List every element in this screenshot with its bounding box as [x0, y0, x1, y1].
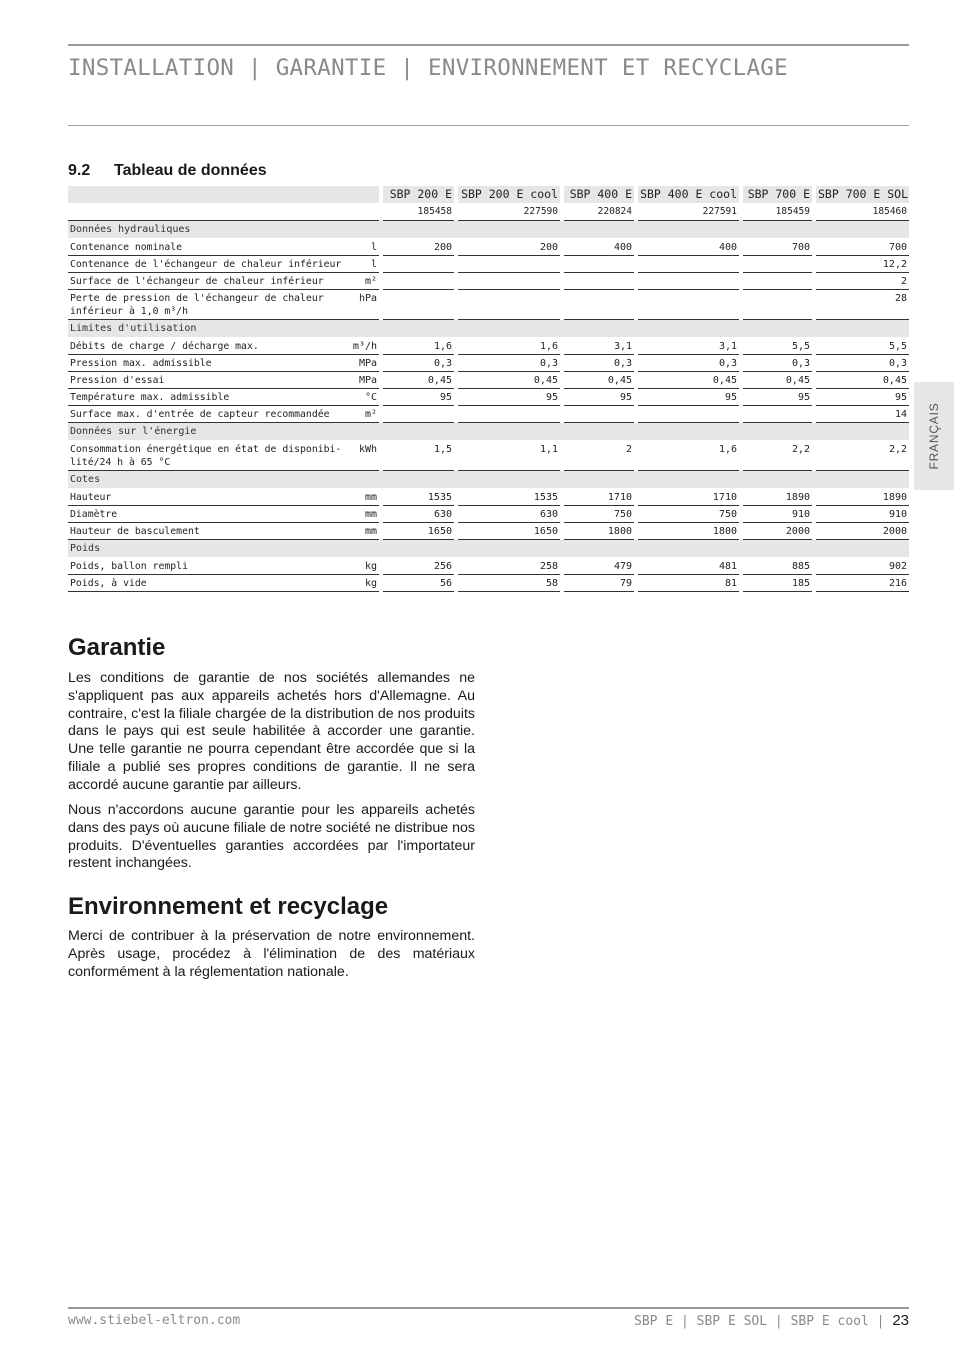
section-number: 9.2 — [68, 162, 91, 179]
row-value: 1535 — [383, 489, 454, 506]
page-number: 23 — [892, 1312, 909, 1329]
row-label: Débits de charge / décharge max. — [68, 338, 348, 355]
row-value: 630 — [458, 506, 560, 523]
row-value: 95 — [564, 389, 634, 406]
model-header: SBP 400 E — [564, 186, 634, 204]
row-value — [638, 273, 739, 290]
row-value: 258 — [458, 558, 560, 575]
header-bottom-rule — [68, 125, 909, 126]
article-number: 220824 — [564, 204, 634, 221]
row-unit: MPa — [348, 355, 379, 372]
row-value: 2000 — [743, 523, 812, 540]
row-value: 1800 — [638, 523, 739, 540]
row-value: 0,45 — [743, 372, 812, 389]
row-value: 200 — [458, 239, 560, 256]
row-value: 481 — [638, 558, 739, 575]
table-row — [68, 558, 909, 575]
row-value: 2 — [816, 273, 909, 290]
table-row — [68, 389, 909, 406]
row-value: 95 — [743, 389, 812, 406]
row-value: 0,45 — [638, 372, 739, 389]
row-value: 1650 — [458, 523, 560, 540]
row-value: 479 — [564, 558, 634, 575]
row-unit: °C — [348, 389, 379, 406]
article-number: 227591 — [638, 204, 739, 221]
row-value — [638, 406, 739, 423]
row-value: 750 — [638, 506, 739, 523]
row-label: Contenance de l'échangeur de chaleur inférieur — [68, 256, 348, 273]
row-value: 630 — [383, 506, 454, 523]
group-title: Données sur l'énergie — [68, 423, 909, 441]
row-unit: m² — [348, 406, 379, 423]
row-value: 1,1 — [458, 441, 560, 471]
row-value: 95 — [458, 389, 560, 406]
row-value: 910 — [743, 506, 812, 523]
row-value: 200 — [383, 239, 454, 256]
row-label: Pression max. admissible — [68, 355, 348, 372]
row-value — [383, 406, 454, 423]
header-top-rule — [68, 44, 909, 46]
footer-product-list: SBP E | SBP E SOL | SBP E cool | — [634, 1314, 885, 1329]
row-label: Perte de pression de l'échangeur de chaleur inférieur à 1,0 m³/h — [68, 290, 348, 320]
table-row — [68, 290, 909, 320]
row-value — [564, 290, 634, 320]
row-value: 5,5 — [816, 338, 909, 355]
environnement-paragraph: Merci de contribuer à la préservation de notre environnement. Après usage, procédez à l'élimination de des matériaux conformément à la réglementation nationale. — [68, 928, 475, 980]
row-value: 2 — [564, 441, 634, 471]
table-row — [68, 239, 909, 256]
row-value: 79 — [564, 575, 634, 592]
model-header: SBP 200 E cool — [458, 186, 560, 204]
table-row — [68, 441, 909, 471]
row-value: 1,5 — [383, 441, 454, 471]
header-label-cell — [68, 186, 348, 204]
row-value: 0,3 — [743, 355, 812, 372]
table-header-row — [68, 186, 909, 204]
row-value: 14 — [816, 406, 909, 423]
table-row — [68, 355, 909, 372]
row-value — [383, 273, 454, 290]
table-row — [68, 338, 909, 355]
row-value: 0,45 — [383, 372, 454, 389]
row-unit: kg — [348, 558, 379, 575]
row-value: 1650 — [383, 523, 454, 540]
row-value: 1,6 — [383, 338, 454, 355]
row-value: 0,45 — [816, 372, 909, 389]
article-number-row — [68, 204, 909, 221]
footer-products — [634, 1312, 909, 1329]
row-value — [743, 256, 812, 273]
group-title: Données hydrauliques — [68, 221, 909, 239]
row-value: 1890 — [743, 489, 812, 506]
row-unit: mm — [348, 523, 379, 540]
row-label: Poids, à vide — [68, 575, 348, 592]
row-value: 58 — [458, 575, 560, 592]
group-title: Limites d'utilisation — [68, 320, 909, 338]
table-row — [68, 523, 909, 540]
row-unit: l — [348, 239, 379, 256]
row-value: 2,2 — [743, 441, 812, 471]
article-label-cell — [68, 204, 348, 221]
row-value: 1890 — [816, 489, 909, 506]
row-value: 1710 — [638, 489, 739, 506]
language-tab[interactable] — [914, 382, 954, 490]
table-group-row — [68, 423, 909, 441]
table-group-row — [68, 540, 909, 558]
row-value: 0,45 — [564, 372, 634, 389]
article-number: 185460 — [816, 204, 909, 221]
row-value: 256 — [383, 558, 454, 575]
row-unit: mm — [348, 506, 379, 523]
row-value: 95 — [383, 389, 454, 406]
row-value: 185 — [743, 575, 812, 592]
row-value: 750 — [564, 506, 634, 523]
row-value — [564, 256, 634, 273]
row-unit: MPa — [348, 372, 379, 389]
row-value — [743, 273, 812, 290]
row-unit: m³/h — [348, 338, 379, 355]
row-value: 95 — [816, 389, 909, 406]
row-unit: l — [348, 256, 379, 273]
row-value — [564, 406, 634, 423]
article-number: 185459 — [743, 204, 812, 221]
row-label: Poids, ballon rempli — [68, 558, 348, 575]
language-tab-label: FRANÇAIS — [927, 402, 941, 470]
table-row — [68, 575, 909, 592]
row-unit: hPa — [348, 290, 379, 320]
row-value: 1,6 — [638, 441, 739, 471]
row-value: 400 — [638, 239, 739, 256]
row-label: Consommation énergétique en état de disponibi-lité/24 h à 65 °C — [68, 441, 348, 471]
row-unit: mm — [348, 489, 379, 506]
row-value: 5,5 — [743, 338, 812, 355]
environnement-heading: Environnement et recyclage — [68, 893, 389, 920]
row-unit: kg — [348, 575, 379, 592]
row-value: 700 — [743, 239, 812, 256]
group-title: Cotes — [68, 471, 909, 489]
model-header: SBP 200 E — [383, 186, 454, 204]
row-value: 216 — [816, 575, 909, 592]
row-value: 1,6 — [458, 338, 560, 355]
row-value: 56 — [383, 575, 454, 592]
row-label: Contenance nominale — [68, 239, 348, 256]
table-row — [68, 406, 909, 423]
row-value: 700 — [816, 239, 909, 256]
article-number: 185458 — [383, 204, 454, 221]
row-value — [743, 290, 812, 320]
model-header: SBP 700 E — [743, 186, 812, 204]
table-row — [68, 273, 909, 290]
page-header-title: INSTALLATION | GARANTIE | ENVIRONNEMENT ET RECYCLAGE — [68, 55, 788, 81]
table-row — [68, 506, 909, 523]
row-label: Surface de l'échangeur de chaleur inférieur — [68, 273, 348, 290]
table-group-row — [68, 471, 909, 489]
row-value: 3,1 — [638, 338, 739, 355]
row-label: Diamètre — [68, 506, 348, 523]
row-value — [458, 273, 560, 290]
row-value: 400 — [564, 239, 634, 256]
row-value: 1710 — [564, 489, 634, 506]
row-value: 0,3 — [564, 355, 634, 372]
row-value: 902 — [816, 558, 909, 575]
table-group-row — [68, 320, 909, 338]
model-header: SBP 700 E SOL — [816, 186, 909, 204]
row-value: 12,2 — [816, 256, 909, 273]
section-heading — [68, 162, 267, 180]
row-value: 0,3 — [458, 355, 560, 372]
row-value: 1535 — [458, 489, 560, 506]
row-value: 2,2 — [816, 441, 909, 471]
garantie-heading: Garantie — [68, 634, 166, 661]
table-group-row — [68, 221, 909, 239]
row-unit: kWh — [348, 441, 379, 471]
table-row — [68, 372, 909, 389]
group-title: Poids — [68, 540, 909, 558]
article-number: 227590 — [458, 204, 560, 221]
row-value: 95 — [638, 389, 739, 406]
row-label: Surface max. d'entrée de capteur recommandée — [68, 406, 348, 423]
row-value — [383, 256, 454, 273]
row-value: 2000 — [816, 523, 909, 540]
row-value — [383, 290, 454, 320]
row-value: 0,3 — [638, 355, 739, 372]
section-title: Tableau de données — [114, 162, 267, 179]
row-value: 1800 — [564, 523, 634, 540]
row-unit: m² — [348, 273, 379, 290]
row-value — [564, 273, 634, 290]
row-label: Pression d'essai — [68, 372, 348, 389]
row-value: 885 — [743, 558, 812, 575]
footer-rule — [68, 1307, 909, 1309]
row-value — [638, 290, 739, 320]
model-header: SBP 400 E cool — [638, 186, 739, 204]
row-value: 81 — [638, 575, 739, 592]
row-value — [458, 406, 560, 423]
garantie-paragraph-1: Les conditions de garantie de nos sociétés allemandes ne s'appliquent pas aux appareils achetés hors d'Allemagne. Au contraire, c'est la filiale chargée de la distribution de nos produits dans le pays qui est seule habilitée à accorder une garantie. Une telle garantie ne pourra cependant être accordée que si la filiale a publié ses propres conditions de garantie. Il ne sera accordé aucune garantie par ailleurs. — [68, 670, 475, 793]
row-value — [638, 256, 739, 273]
data-table — [68, 186, 909, 592]
row-label: Température max. admissible — [68, 389, 348, 406]
row-value: 0,45 — [458, 372, 560, 389]
row-label: Hauteur — [68, 489, 348, 506]
row-value: 0,3 — [816, 355, 909, 372]
table-row — [68, 256, 909, 273]
row-value: 3,1 — [564, 338, 634, 355]
garantie-paragraph-2: Nous n'accordons aucune garantie pour les appareils achetés dans des pays où aucune filiale de notre société ne distribue nos produits. D'éventuelles garanties accordées par l'importateur restent inchangées. — [68, 802, 475, 872]
row-value — [458, 256, 560, 273]
table-row — [68, 489, 909, 506]
row-value — [458, 290, 560, 320]
row-label: Hauteur de basculement — [68, 523, 348, 540]
header-unit-cell — [348, 186, 379, 204]
row-value — [743, 406, 812, 423]
row-value: 28 — [816, 290, 909, 320]
row-value: 0,3 — [383, 355, 454, 372]
footer-website-link[interactable]: www.stiebel-eltron.com — [68, 1313, 241, 1328]
article-unit-cell — [348, 204, 379, 221]
row-value: 910 — [816, 506, 909, 523]
